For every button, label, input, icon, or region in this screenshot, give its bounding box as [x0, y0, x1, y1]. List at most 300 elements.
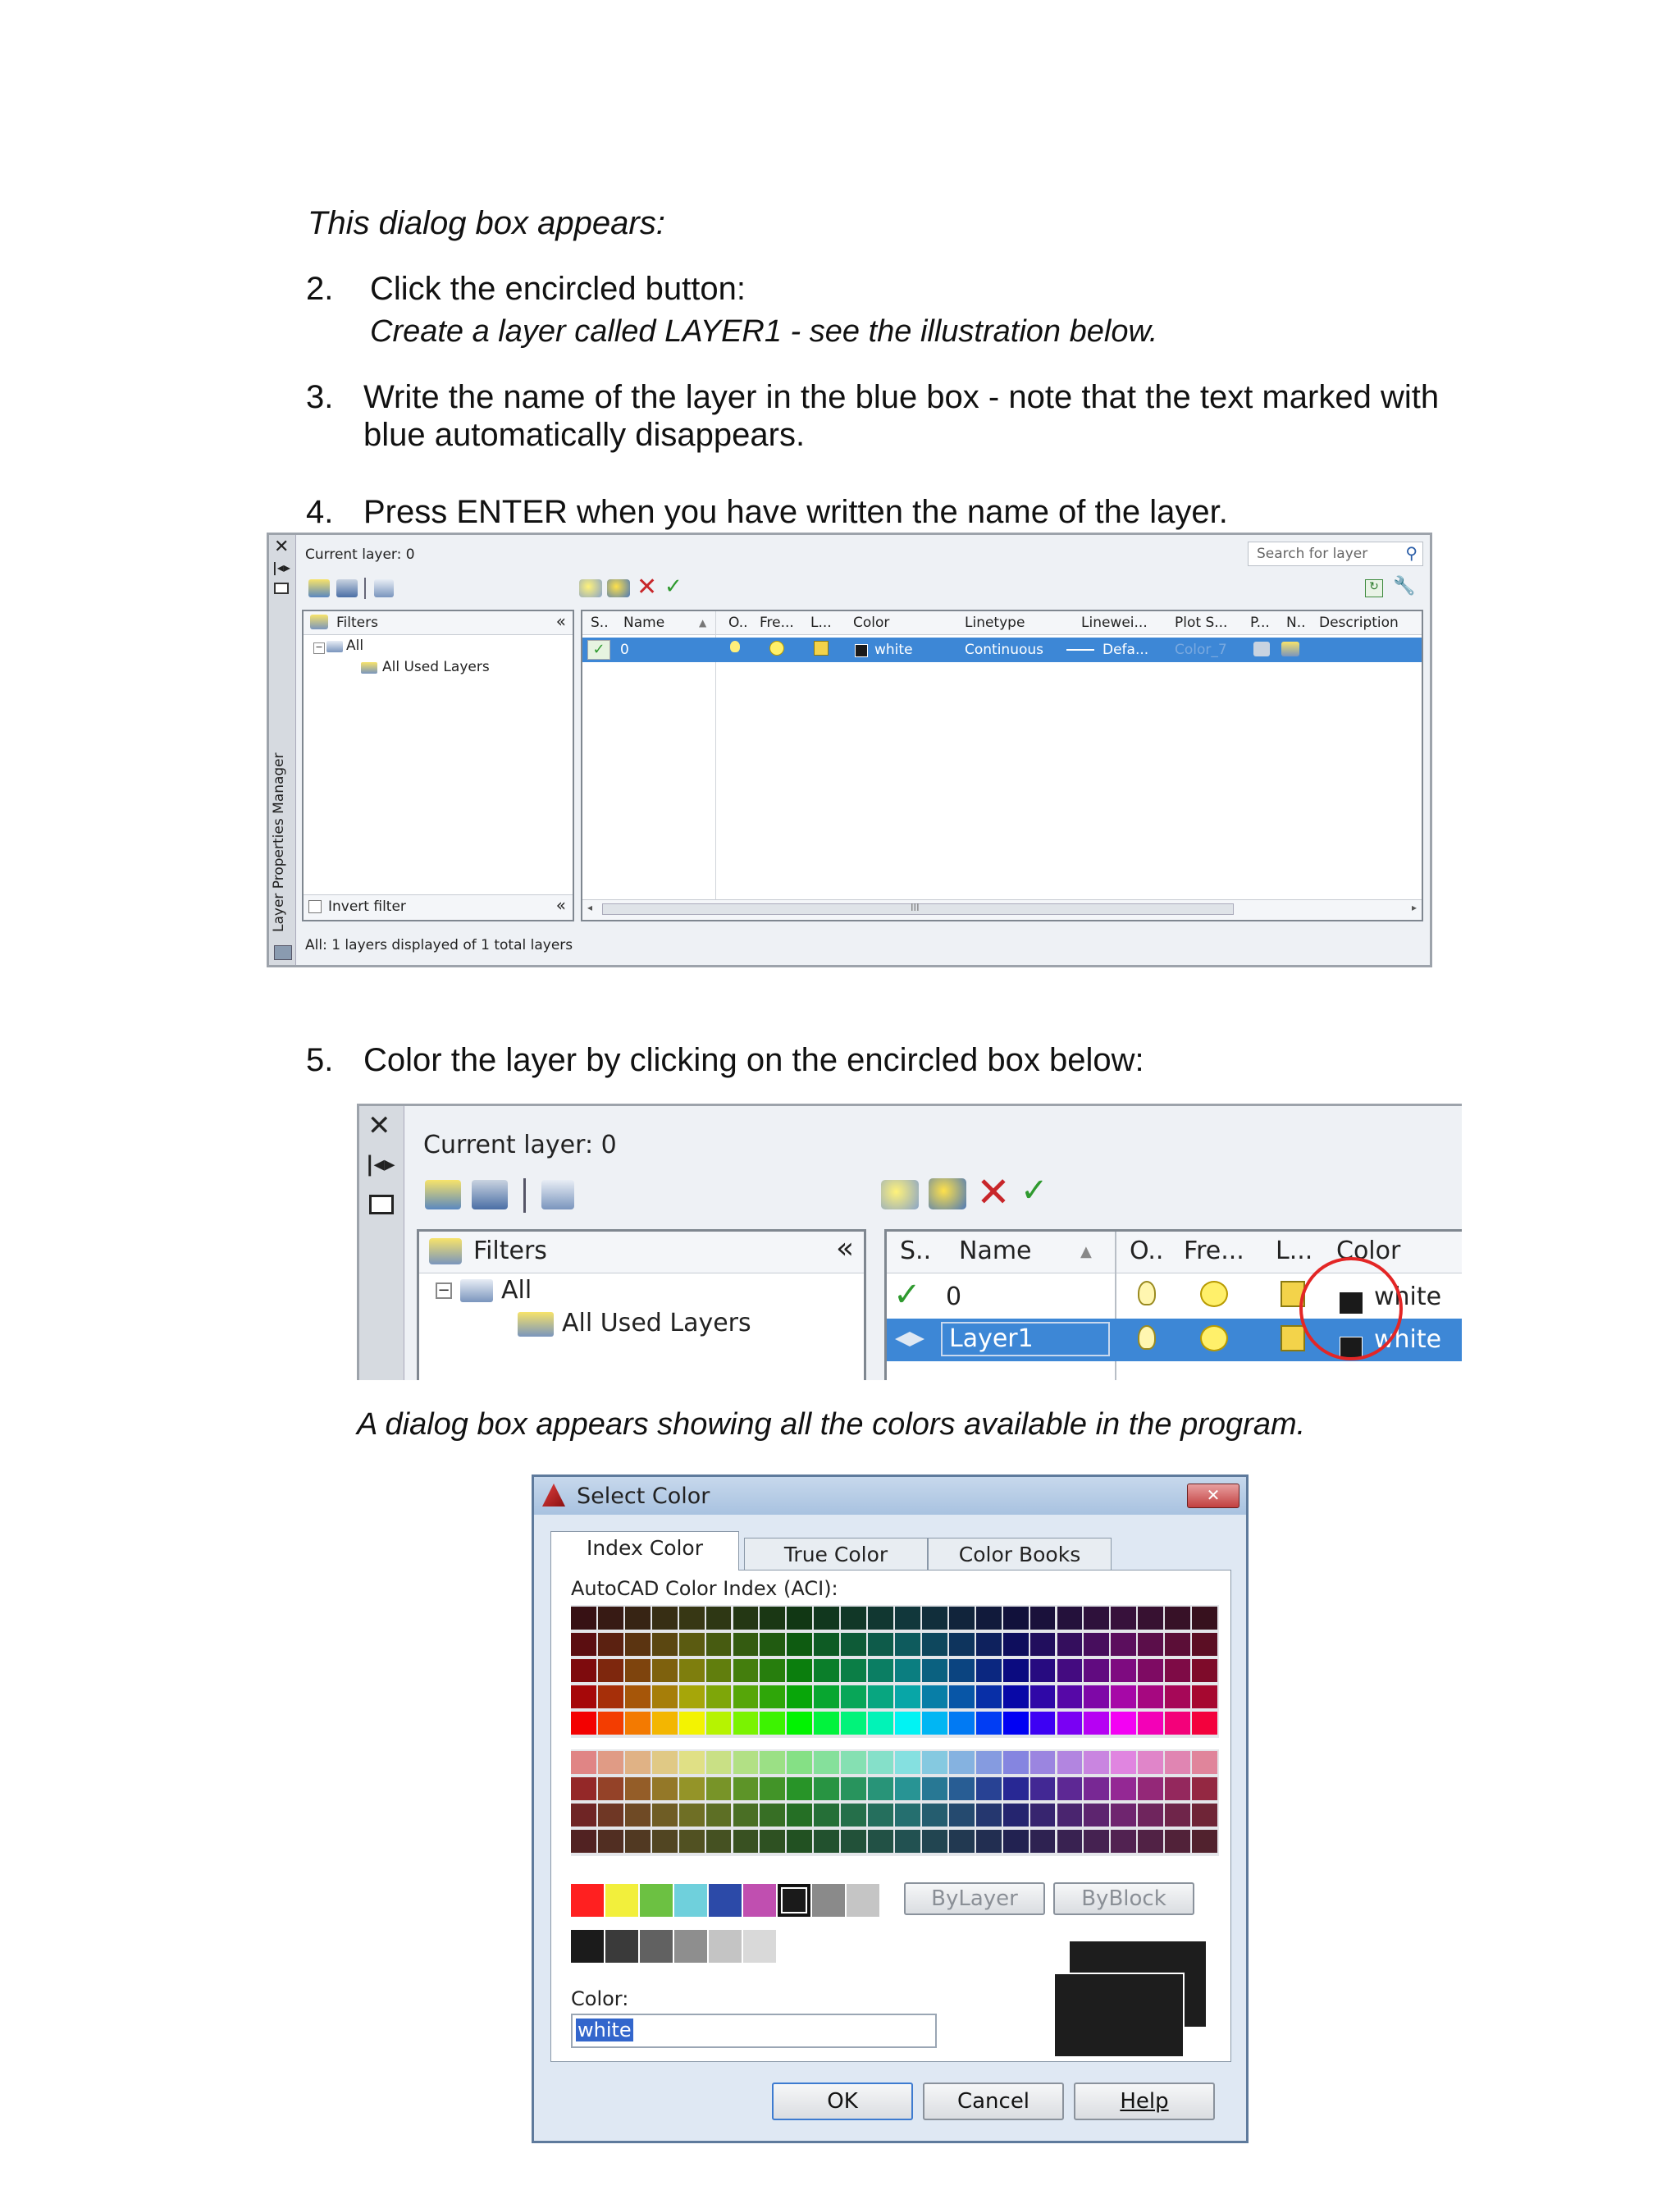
aci-swatch[interactable] [922, 1804, 947, 1827]
aci-swatch[interactable] [571, 1777, 596, 1800]
aci-swatch[interactable] [787, 1659, 812, 1682]
aci-swatch[interactable] [1192, 1712, 1217, 1735]
aci-swatch[interactable] [841, 1830, 866, 1853]
aci-swatch[interactable] [922, 1751, 947, 1774]
primary-color-swatch[interactable] [709, 1884, 742, 1917]
aci-swatch[interactable] [814, 1830, 839, 1853]
new-layer-icon[interactable] [579, 579, 602, 597]
aci-swatch[interactable] [841, 1659, 866, 1682]
aci-swatch[interactable] [976, 1751, 1002, 1774]
current-layer-check-icon[interactable]: ✓ [893, 1276, 921, 1314]
aci-swatch[interactable] [1111, 1607, 1136, 1630]
aci-swatch[interactable] [706, 1712, 732, 1735]
aci-swatch[interactable] [1084, 1751, 1109, 1774]
aci-swatch[interactable] [868, 1712, 893, 1735]
aci-swatch[interactable] [733, 1685, 759, 1708]
aci-swatch[interactable] [1111, 1633, 1136, 1656]
primary-color-swatch[interactable] [743, 1884, 776, 1917]
aci-swatch[interactable] [1165, 1804, 1190, 1827]
aci-swatch[interactable] [787, 1712, 812, 1735]
aci-swatch[interactable] [571, 1633, 596, 1656]
aci-swatch[interactable] [706, 1659, 732, 1682]
aci-swatch[interactable] [1084, 1685, 1109, 1708]
aci-swatch[interactable] [652, 1633, 678, 1656]
aci-swatch[interactable] [949, 1633, 975, 1656]
aci-swatch[interactable] [1111, 1712, 1136, 1735]
aci-swatch[interactable] [760, 1777, 785, 1800]
aci-swatch[interactable] [706, 1751, 732, 1774]
aci-swatch[interactable] [679, 1659, 705, 1682]
gray-color-swatch[interactable] [674, 1930, 707, 1963]
aci-swatch[interactable] [652, 1830, 678, 1853]
aci-swatch[interactable] [1057, 1633, 1083, 1656]
layer-1-name-input[interactable]: Layer1 [941, 1322, 1110, 1356]
col-name[interactable]: Name [623, 615, 665, 631]
aci-swatch[interactable] [787, 1830, 812, 1853]
col-status[interactable]: S.. [900, 1237, 932, 1265]
layer-unlock-icon[interactable] [1281, 1325, 1305, 1351]
aci-swatch[interactable] [1030, 1830, 1056, 1853]
close-icon[interactable]: ✕ [274, 537, 290, 557]
aci-swatch[interactable] [679, 1633, 705, 1656]
aci-swatch[interactable] [733, 1804, 759, 1827]
aci-swatch[interactable] [679, 1712, 705, 1735]
aci-swatch[interactable] [895, 1777, 920, 1800]
aci-swatch[interactable] [625, 1804, 651, 1827]
aci-swatch[interactable] [814, 1751, 839, 1774]
aci-swatch[interactable] [625, 1659, 651, 1682]
color-field-input[interactable] [571, 2014, 937, 2048]
layer-0-color[interactable]: white [1374, 1282, 1442, 1311]
aci-swatch[interactable] [868, 1659, 893, 1682]
aci-swatch[interactable] [1030, 1712, 1056, 1735]
scroll-left-icon[interactable]: ◂ [587, 902, 593, 913]
aci-swatch[interactable] [1138, 1712, 1163, 1735]
new-layer-vp-frozen-icon[interactable] [929, 1178, 966, 1209]
aci-swatch[interactable] [1030, 1607, 1056, 1630]
aci-swatch[interactable] [1057, 1607, 1083, 1630]
aci-swatch[interactable] [949, 1751, 975, 1774]
aci-swatch[interactable] [1084, 1607, 1109, 1630]
aci-swatch[interactable] [1003, 1607, 1029, 1630]
set-current-icon[interactable]: ✓ [664, 574, 682, 599]
layer-thaw-sun-icon[interactable] [1200, 1325, 1228, 1351]
tree-item-all[interactable]: All [346, 638, 364, 654]
layer-states-manager-icon[interactable] [374, 579, 394, 597]
aci-swatch[interactable] [814, 1607, 839, 1630]
aci-swatch[interactable] [1192, 1751, 1217, 1774]
aci-swatch[interactable] [922, 1712, 947, 1735]
new-group-filter-icon[interactable] [336, 579, 358, 597]
tab-index-color[interactable]: Index Color [550, 1531, 739, 1570]
ok-button[interactable]: OK [772, 2083, 913, 2120]
aci-swatch[interactable] [1138, 1777, 1163, 1800]
aci-swatch[interactable] [760, 1607, 785, 1630]
aci-swatch[interactable] [787, 1685, 812, 1708]
aci-swatch[interactable] [814, 1659, 839, 1682]
tree-item-all-used-layers[interactable]: All Used Layers [562, 1309, 751, 1337]
aci-swatch[interactable] [1030, 1751, 1056, 1774]
layer-color-swatch[interactable] [855, 644, 868, 657]
col-description[interactable]: Description [1319, 615, 1399, 631]
new-vp-freeze-icon[interactable] [1281, 642, 1299, 656]
aci-swatch[interactable] [652, 1751, 678, 1774]
col-linetype[interactable]: Linetype [965, 615, 1025, 631]
aci-swatch[interactable] [733, 1751, 759, 1774]
plot-printer-icon[interactable] [1253, 642, 1270, 656]
aci-swatch[interactable] [1165, 1712, 1190, 1735]
aci-swatch[interactable] [760, 1751, 785, 1774]
aci-swatch[interactable] [598, 1633, 623, 1656]
aci-swatch[interactable] [922, 1633, 947, 1656]
aci-swatch[interactable] [1003, 1830, 1029, 1853]
color-field-value[interactable]: white [578, 2019, 632, 2041]
aci-swatch[interactable] [1057, 1751, 1083, 1774]
primary-color-swatch[interactable] [812, 1884, 845, 1917]
aci-swatch[interactable] [787, 1607, 812, 1630]
aci-swatch[interactable] [1084, 1804, 1109, 1827]
aci-swatch[interactable] [1165, 1633, 1190, 1656]
search-layer-field[interactable] [1248, 542, 1423, 566]
aci-swatch[interactable] [1003, 1804, 1029, 1827]
aci-swatch[interactable] [949, 1712, 975, 1735]
aci-swatch[interactable] [1165, 1685, 1190, 1708]
aci-swatch[interactable] [571, 1712, 596, 1735]
tree-item-all[interactable]: All [501, 1276, 532, 1305]
aci-swatch[interactable] [1084, 1712, 1109, 1735]
aci-swatch[interactable] [706, 1830, 732, 1853]
aci-swatch[interactable] [679, 1830, 705, 1853]
set-current-icon[interactable]: ✓ [1020, 1172, 1048, 1209]
aci-swatch[interactable] [1138, 1830, 1163, 1853]
aci-swatch[interactable] [733, 1659, 759, 1682]
aci-swatch[interactable] [868, 1804, 893, 1827]
aci-swatch[interactable] [976, 1633, 1002, 1656]
aci-swatch[interactable] [598, 1777, 623, 1800]
aci-swatch[interactable] [1003, 1751, 1029, 1774]
aci-swatch[interactable] [949, 1777, 975, 1800]
gray-color-swatch[interactable] [605, 1930, 638, 1963]
aci-swatch[interactable] [706, 1607, 732, 1630]
aci-swatch[interactable] [868, 1777, 893, 1800]
aci-swatch[interactable] [571, 1607, 596, 1630]
aci-swatch[interactable] [706, 1804, 732, 1827]
aci-swatch[interactable] [1111, 1804, 1136, 1827]
primary-color-swatch[interactable] [605, 1884, 638, 1917]
aci-swatch[interactable] [841, 1607, 866, 1630]
aci-swatch[interactable] [1165, 1607, 1190, 1630]
aci-swatch[interactable] [976, 1777, 1002, 1800]
aci-swatch[interactable] [895, 1659, 920, 1682]
aci-swatch[interactable] [652, 1712, 678, 1735]
aci-swatch[interactable] [625, 1712, 651, 1735]
tree-toggle-icon[interactable]: − [313, 642, 325, 654]
col-color[interactable]: Color [853, 615, 890, 631]
col-new-vp-freeze[interactable]: N.. [1286, 615, 1306, 631]
aci-swatch[interactable] [1192, 1633, 1217, 1656]
aci-swatch[interactable] [760, 1659, 785, 1682]
layer-0-name[interactable]: 0 [946, 1282, 962, 1311]
aci-swatch[interactable] [1165, 1830, 1190, 1853]
aci-swatch[interactable] [1138, 1607, 1163, 1630]
layer-states-manager-icon[interactable] [541, 1180, 574, 1209]
primary-color-swatch[interactable] [674, 1884, 707, 1917]
aci-swatch[interactable] [895, 1633, 920, 1656]
aci-swatch[interactable] [814, 1685, 839, 1708]
aci-swatch[interactable] [1030, 1685, 1056, 1708]
aci-swatch[interactable] [625, 1633, 651, 1656]
aci-swatch[interactable] [571, 1830, 596, 1853]
collapse-filters-icon[interactable]: « [555, 611, 566, 631]
aci-swatch[interactable] [841, 1685, 866, 1708]
gray-color-swatch[interactable] [709, 1930, 742, 1963]
aci-swatch[interactable] [868, 1751, 893, 1774]
aci-swatch[interactable] [1084, 1659, 1109, 1682]
new-group-filter-icon[interactable] [472, 1180, 508, 1209]
aci-swatch[interactable] [625, 1777, 651, 1800]
aci-swatch[interactable] [652, 1607, 678, 1630]
aci-swatch[interactable] [679, 1685, 705, 1708]
new-property-filter-icon[interactable] [425, 1180, 461, 1209]
aci-swatch[interactable] [868, 1830, 893, 1853]
aci-swatch[interactable] [1111, 1685, 1136, 1708]
col-name[interactable]: Name [959, 1237, 1032, 1265]
col-lock[interactable]: L... [1276, 1237, 1313, 1265]
layer-on-bulb-icon[interactable] [1138, 1281, 1156, 1305]
aci-swatch[interactable] [1165, 1659, 1190, 1682]
aci-swatch[interactable] [868, 1685, 893, 1708]
aci-swatch[interactable] [814, 1777, 839, 1800]
aci-swatch[interactable] [895, 1751, 920, 1774]
close-icon[interactable]: ✕ [368, 1109, 391, 1142]
aci-swatch[interactable] [787, 1777, 812, 1800]
layer-0-linetype[interactable]: Continuous [965, 642, 1044, 658]
col-on[interactable]: O.. [728, 615, 748, 631]
primary-color-swatch[interactable] [571, 1884, 604, 1917]
layer-1-color[interactable]: white [1374, 1325, 1442, 1354]
aci-swatch[interactable] [760, 1633, 785, 1656]
aci-swatch[interactable] [760, 1830, 785, 1853]
aci-swatch[interactable] [949, 1685, 975, 1708]
new-layer-vp-frozen-icon[interactable] [607, 579, 630, 597]
aci-swatch[interactable] [895, 1712, 920, 1735]
aci-swatch[interactable] [949, 1804, 975, 1827]
col-color[interactable]: Color [1336, 1237, 1401, 1265]
aci-swatch[interactable] [1057, 1830, 1083, 1853]
tab-color-books[interactable]: Color Books [928, 1538, 1112, 1572]
col-freeze[interactable]: Fre... [760, 615, 794, 631]
primary-color-swatch[interactable] [640, 1884, 673, 1917]
help-button[interactable]: Help [1074, 2083, 1215, 2120]
aci-swatch[interactable] [895, 1830, 920, 1853]
aci-swatch[interactable] [760, 1712, 785, 1735]
aci-swatch[interactable] [1057, 1804, 1083, 1827]
aci-swatch[interactable] [895, 1607, 920, 1630]
delete-layer-icon[interactable]: ✕ [976, 1168, 1011, 1216]
aci-swatch[interactable] [1138, 1751, 1163, 1774]
col-on[interactable]: O.. [1130, 1237, 1164, 1265]
aci-swatch[interactable] [652, 1685, 678, 1708]
aci-swatch[interactable] [652, 1659, 678, 1682]
delete-layer-icon[interactable]: ✕ [637, 573, 658, 601]
aci-swatch[interactable] [679, 1751, 705, 1774]
aci-swatch[interactable] [1003, 1659, 1029, 1682]
layer-thaw-sun-icon[interactable] [769, 641, 784, 656]
col-plot[interactable]: P... [1250, 615, 1270, 631]
aci-swatch[interactable] [706, 1633, 732, 1656]
aci-swatch[interactable] [868, 1607, 893, 1630]
aci-swatch[interactable] [841, 1804, 866, 1827]
aci-swatch[interactable] [1192, 1777, 1217, 1800]
aci-swatch[interactable] [1138, 1804, 1163, 1827]
aci-swatch[interactable] [814, 1633, 839, 1656]
col-freeze[interactable]: Fre... [1184, 1237, 1244, 1265]
aci-swatch[interactable] [679, 1777, 705, 1800]
aci-swatch[interactable] [787, 1633, 812, 1656]
settings-wrench-icon[interactable]: 🔧 [1393, 576, 1416, 597]
primary-color-swatch[interactable] [847, 1884, 879, 1917]
scroll-right-icon[interactable]: ▸ [1411, 902, 1417, 913]
aci-swatch[interactable] [1030, 1804, 1056, 1827]
aci-swatch[interactable] [976, 1830, 1002, 1853]
aci-swatch[interactable] [598, 1607, 623, 1630]
aci-swatch[interactable] [571, 1751, 596, 1774]
aci-swatch[interactable] [598, 1751, 623, 1774]
gray-color-swatch[interactable] [743, 1930, 776, 1963]
aci-swatch[interactable] [868, 1633, 893, 1656]
aci-swatch[interactable] [1138, 1685, 1163, 1708]
aci-swatch[interactable] [733, 1712, 759, 1735]
aci-swatch[interactable] [1003, 1685, 1029, 1708]
aci-swatch[interactable] [922, 1777, 947, 1800]
aci-swatch[interactable] [1003, 1633, 1029, 1656]
search-icon[interactable]: ⚲ [1405, 543, 1418, 563]
layer-row-0[interactable] [582, 638, 1422, 662]
layer-unlock-icon[interactable] [814, 641, 829, 656]
aci-swatch[interactable] [571, 1685, 596, 1708]
aci-swatch[interactable] [814, 1804, 839, 1827]
new-layer-icon[interactable] [881, 1180, 919, 1209]
aci-swatch[interactable] [1084, 1777, 1109, 1800]
layer-0-color[interactable]: white [874, 642, 913, 658]
aci-swatch[interactable] [625, 1685, 651, 1708]
col-status[interactable]: S.. [591, 615, 609, 631]
aci-swatch[interactable] [1057, 1685, 1083, 1708]
aci-swatch[interactable] [760, 1685, 785, 1708]
aci-swatch[interactable] [841, 1751, 866, 1774]
aci-swatch[interactable] [787, 1751, 812, 1774]
collapse-invert-icon[interactable]: « [555, 895, 566, 915]
aci-swatch[interactable] [652, 1777, 678, 1800]
aci-swatch[interactable] [571, 1804, 596, 1827]
aci-swatch[interactable] [1084, 1830, 1109, 1853]
aci-swatch[interactable] [976, 1804, 1002, 1827]
aci-swatch[interactable] [976, 1712, 1002, 1735]
close-icon[interactable]: ✕ [1187, 1484, 1239, 1508]
aci-swatch[interactable] [1111, 1751, 1136, 1774]
aci-swatch[interactable] [895, 1804, 920, 1827]
col-lock[interactable]: L... [810, 615, 832, 631]
aci-swatch[interactable] [625, 1751, 651, 1774]
auto-hide-icon[interactable]: |◂▸ [272, 560, 290, 575]
aci-swatch[interactable] [652, 1804, 678, 1827]
aci-swatch[interactable] [1003, 1777, 1029, 1800]
aci-swatch[interactable] [1111, 1659, 1136, 1682]
aci-swatch[interactable] [814, 1712, 839, 1735]
aci-swatch[interactable] [976, 1607, 1002, 1630]
current-layer-check-icon[interactable]: ✓ [587, 640, 610, 660]
aci-swatch[interactable] [679, 1607, 705, 1630]
layer-0-name[interactable]: 0 [620, 642, 629, 658]
aci-swatch[interactable] [1138, 1633, 1163, 1656]
aci-swatch[interactable] [1057, 1712, 1083, 1735]
aci-swatch[interactable] [760, 1804, 785, 1827]
aci-swatch[interactable] [1192, 1659, 1217, 1682]
tree-toggle-icon[interactable]: − [436, 1282, 452, 1299]
aci-swatch[interactable] [1192, 1804, 1217, 1827]
aci-swatch[interactable] [1057, 1659, 1083, 1682]
collapse-filters-icon[interactable]: « [835, 1232, 854, 1265]
aci-swatch[interactable] [706, 1685, 732, 1708]
aci-swatch[interactable] [841, 1633, 866, 1656]
aci-swatch[interactable] [1111, 1830, 1136, 1853]
new-property-filter-icon[interactable] [308, 579, 330, 597]
gray-color-swatch[interactable] [640, 1930, 673, 1963]
aci-swatch[interactable] [1030, 1659, 1056, 1682]
aci-swatch[interactable] [679, 1804, 705, 1827]
aci-swatch[interactable] [922, 1830, 947, 1853]
aci-swatch[interactable] [1165, 1777, 1190, 1800]
aci-swatch[interactable] [706, 1777, 732, 1800]
aci-swatch[interactable] [1030, 1633, 1056, 1656]
aci-swatch[interactable] [625, 1607, 651, 1630]
aci-swatch[interactable] [787, 1804, 812, 1827]
properties-menu-icon[interactable] [369, 1195, 394, 1214]
layer-on-bulb-icon[interactable] [1138, 1325, 1156, 1350]
aci-swatch[interactable] [1057, 1777, 1083, 1800]
horizontal-scrollbar[interactable] [582, 899, 1422, 920]
col-lineweight[interactable]: Linewei... [1081, 615, 1148, 631]
aci-swatch[interactable] [1003, 1712, 1029, 1735]
aci-swatch[interactable] [1192, 1685, 1217, 1708]
aci-swatch[interactable] [571, 1659, 596, 1682]
aci-swatch[interactable] [733, 1830, 759, 1853]
aci-swatch[interactable] [922, 1659, 947, 1682]
refresh-icon[interactable]: ↻ [1365, 579, 1383, 597]
aci-swatch[interactable] [1138, 1659, 1163, 1682]
aci-swatch[interactable] [625, 1830, 651, 1853]
aci-swatch[interactable] [598, 1830, 623, 1853]
byblock-button[interactable]: ByBlock [1053, 1882, 1194, 1915]
tree-item-all-used-layers[interactable]: All Used Layers [382, 659, 490, 675]
aci-swatch[interactable] [949, 1607, 975, 1630]
aci-swatch[interactable] [895, 1685, 920, 1708]
auto-hide-icon[interactable]: |◂▸ [366, 1152, 395, 1177]
aci-swatch[interactable] [922, 1607, 947, 1630]
invert-filter-checkbox[interactable] [308, 900, 322, 913]
layer-0-lineweight[interactable]: Defa... [1102, 642, 1149, 658]
aci-swatch[interactable] [733, 1607, 759, 1630]
aci-swatch[interactable] [1084, 1633, 1109, 1656]
aci-swatch[interactable] [598, 1685, 623, 1708]
aci-swatch[interactable] [1030, 1777, 1056, 1800]
aci-swatch[interactable] [949, 1659, 975, 1682]
aci-swatch[interactable] [1111, 1777, 1136, 1800]
properties-menu-icon[interactable] [274, 583, 289, 594]
aci-swatch[interactable] [922, 1685, 947, 1708]
aci-swatch[interactable] [1165, 1751, 1190, 1774]
aci-swatch[interactable] [841, 1712, 866, 1735]
